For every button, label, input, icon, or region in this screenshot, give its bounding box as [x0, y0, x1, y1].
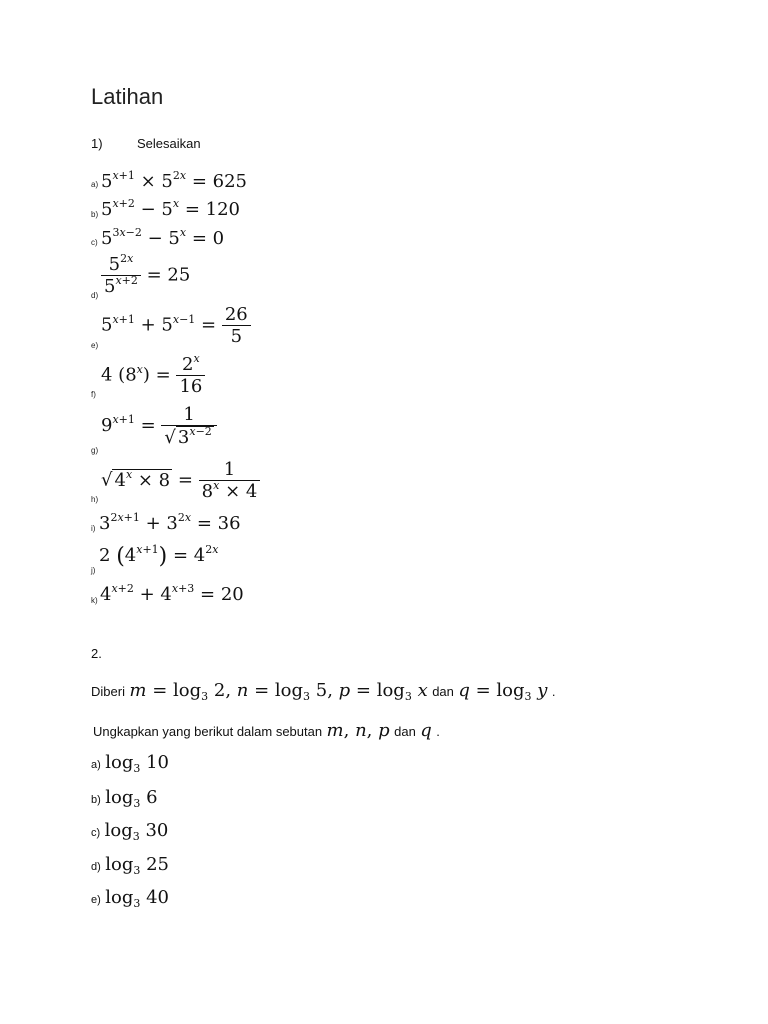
log-label-d: d) — [91, 861, 101, 873]
given-word: Diberi — [91, 684, 125, 699]
label-i: i) — [91, 524, 96, 533]
label-g: g) — [91, 446, 99, 455]
equation-f: 4 $(8^x)$ = $\frac{2^x}{16}$ — [101, 354, 205, 397]
equation-c: $5^{3x-2} - 5^x = 0$ — [101, 226, 225, 249]
equation-a: $5^{x+1} \times 5^{2x} = 625$ — [101, 169, 247, 192]
label-e: e) — [91, 341, 99, 350]
log-arg-e: 40 — [146, 887, 169, 908]
equation-j: 2 $(4^{x+1}) = 4^{2x}$ — [99, 543, 219, 569]
log-arg-b: 6 — [146, 787, 158, 808]
equation-k: $4^{x+2} + 4^{x+3} = 20$ — [100, 582, 244, 605]
express-dan: dan — [394, 724, 416, 739]
express-period: . — [436, 724, 440, 739]
given-statement — [91, 680, 556, 701]
given-math: $m = \log_3 2$, $n = \log_3 5$, $p = \log_3 x$ — [129, 680, 428, 703]
log-item-e: e) $\log_3 40$ — [91, 887, 169, 910]
page-title: Latihan — [91, 84, 164, 109]
log-label-e: e) — [91, 894, 101, 906]
express-statement — [93, 720, 440, 741]
equation-g: $9^{x+1}$ = $\frac{1}{√ 3^{x-2}}$ — [101, 404, 217, 448]
log-arg-c: 30 — [145, 820, 169, 841]
log-arg-a: 10 — [146, 752, 169, 773]
label-k: k) — [91, 596, 98, 605]
label-a: a) — [91, 180, 99, 189]
label-c: c) — [91, 238, 98, 247]
log-label-a: a) — [91, 759, 101, 771]
given-period: . — [551, 684, 556, 699]
question-2-number: 2. — [91, 646, 102, 661]
equation-b: $5^{x+2} - 5^x = 120$ — [101, 197, 240, 220]
given-dan: dan — [432, 684, 454, 699]
label-d: d) — [91, 291, 99, 300]
equation-h: √ $4^x \times 8$ = $\frac{1}{8^x \times 4}$ — [101, 459, 260, 502]
log-item-d: d) $\log_3 25$ — [91, 854, 169, 877]
log-item-a: a) $\log_3 10$ — [91, 752, 169, 775]
given-math-q: $q = \log_3 y$ — [458, 680, 548, 703]
equation-d: $\frac{5^{2x}}{5^{x+2}}$ = 25 — [101, 254, 190, 297]
log-label-b: b) — [91, 794, 101, 806]
question-1-number: 1) — [91, 136, 103, 151]
express-q: q — [420, 720, 432, 741]
equation-e: $5^{x+1} + 5^{x-1}$ = $\frac{26}{5}$ — [101, 304, 251, 347]
label-h: h) — [91, 495, 99, 504]
express-text: Ungkapkan yang berikut dalam sebutan — [93, 724, 323, 739]
log-item-b: b) $\log_3 6$ — [91, 787, 158, 810]
label-j: j) — [91, 566, 96, 575]
express-vars: m, n, p — [326, 720, 390, 741]
label-b: b) — [91, 210, 99, 219]
log-item-c: c) $\log_3 30$ — [91, 820, 169, 843]
label-f: f) — [91, 390, 96, 399]
question-1-instruction: Selesaikan — [137, 136, 201, 151]
log-label-c: c) — [91, 827, 101, 839]
log-arg-d: 25 — [146, 854, 169, 875]
equation-i: $3^{2x+1} + 3^{2x} = 36$ — [99, 511, 241, 534]
